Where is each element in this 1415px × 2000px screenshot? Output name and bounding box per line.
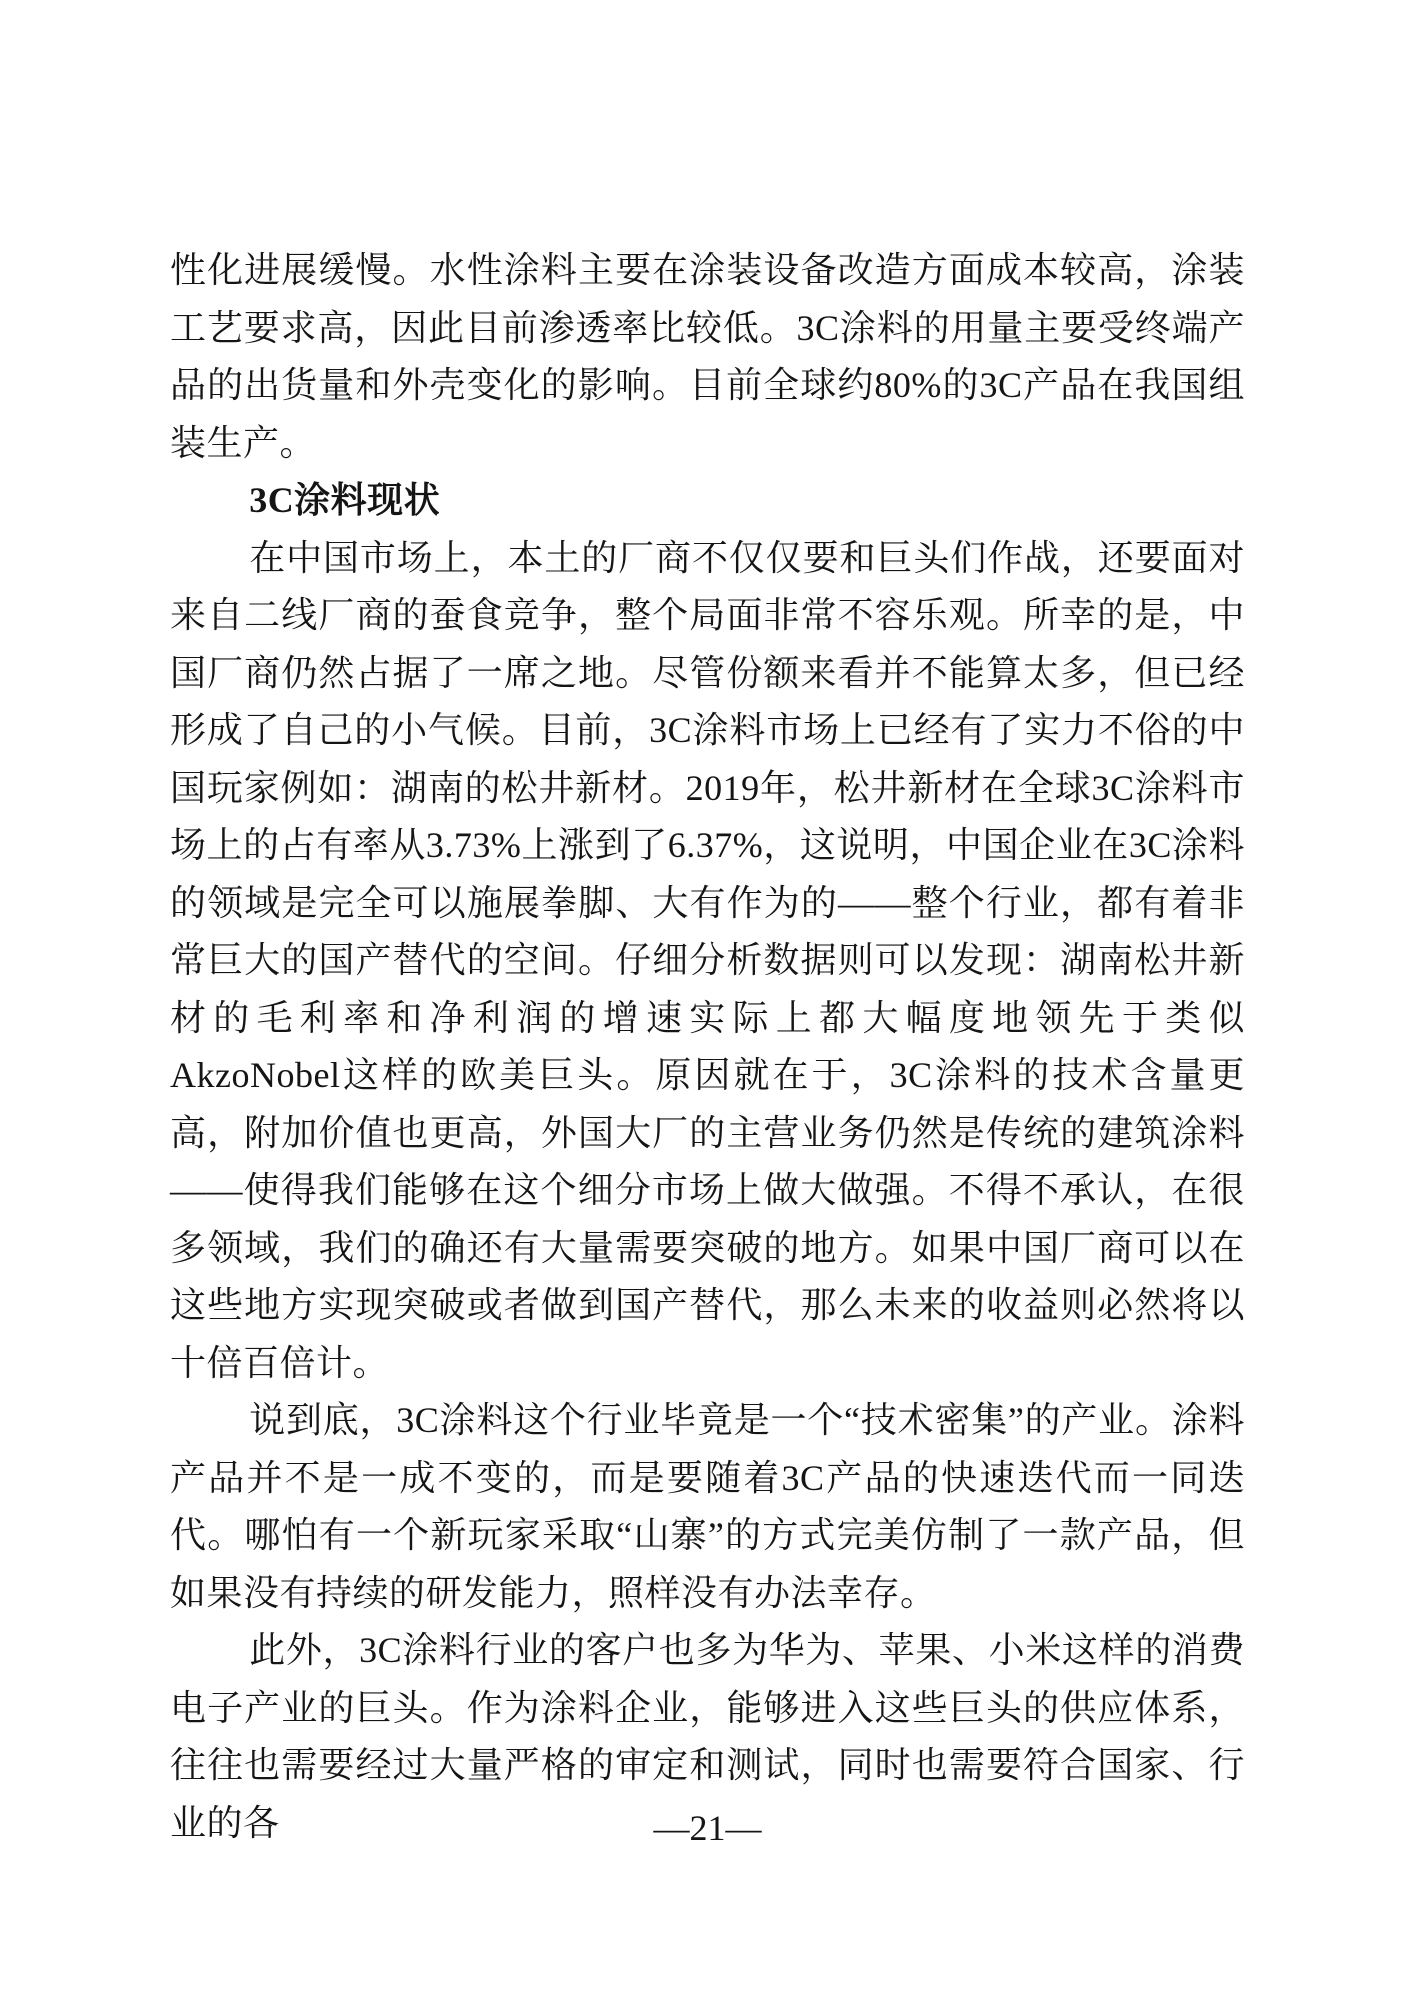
document-body — [170, 242, 1245, 1852]
paragraph-customers: 此外，3C涂料行业的客户也多为华为、苹果、小米这样的消费电子产业的巨头。作为涂料企业，能够进入这些巨头的供应体系，往往也需要经过大量严格的审定和测试，同时也需要符合国家、行业的各 — [170, 1630, 1245, 1843]
paragraph-intro: 性化进展缓慢。水性涂料主要在涂装设备改造方面成本较高，涂装工艺要求高，因此目前渗透率比较低。3C涂料的用量主要受终端产品的出货量和外壳变化的影响。目前全球约80%的3C产品在我国组装生产。 — [170, 250, 1245, 463]
page-number: —21— — [653, 1808, 762, 1848]
paragraph-market-status: 在中国市场上，本土的厂商不仅仅要和巨头们作战，还要面对来自二线厂商的蚕食竞争，整个局面非常不容乐观。所幸的是，中国厂商仍然占据了一席之地。尽管份额来看并不能算太多，但已经形成了自己的小气候。目前，3C涂料市场上已经有了实力不俗的中国玩家例如：湖南的松井新材。2019年，松井新材在全球3C涂料市场上的占有率从3.73%上涨到了6.37%，这说明，中国企业在3C涂料的领域是完全可以施展拳脚、大有作为的——整个行业，都有着非常巨大的国产替代的空间。仔细分析数据则可以发现：湖南松井新材的毛利率和净利润的增速实际上都大幅度地领先于类似AkzoNobel这样的欧美巨头。原因就在于，3C涂料的技术含量更高，附加价值也更高，外国大厂的主营业务仍然是传统的建筑涂料——使得我们能够在这个细分市场上做大做强。不得不承认，在很多领域，我们的确还有大量需要突破的地方。如果中国厂商可以在这些地方实现突破或者做到国产替代，那么未来的收益则必然将以十倍百倍计。 — [170, 537, 1245, 1383]
section-heading: 3C涂料现状 — [249, 480, 441, 520]
paragraph-tech-intensive: 说到底，3C涂料这个行业毕竟是一个“技术密集”的产业。涂料产品并不是一成不变的，而是要随着3C产品的快速迭代而一同迭代。哪怕有一个新玩家采取“山寨”的方式完美仿制了一款产品，但如果没有持续的研发能力，照样没有办法幸存。 — [170, 1400, 1245, 1613]
